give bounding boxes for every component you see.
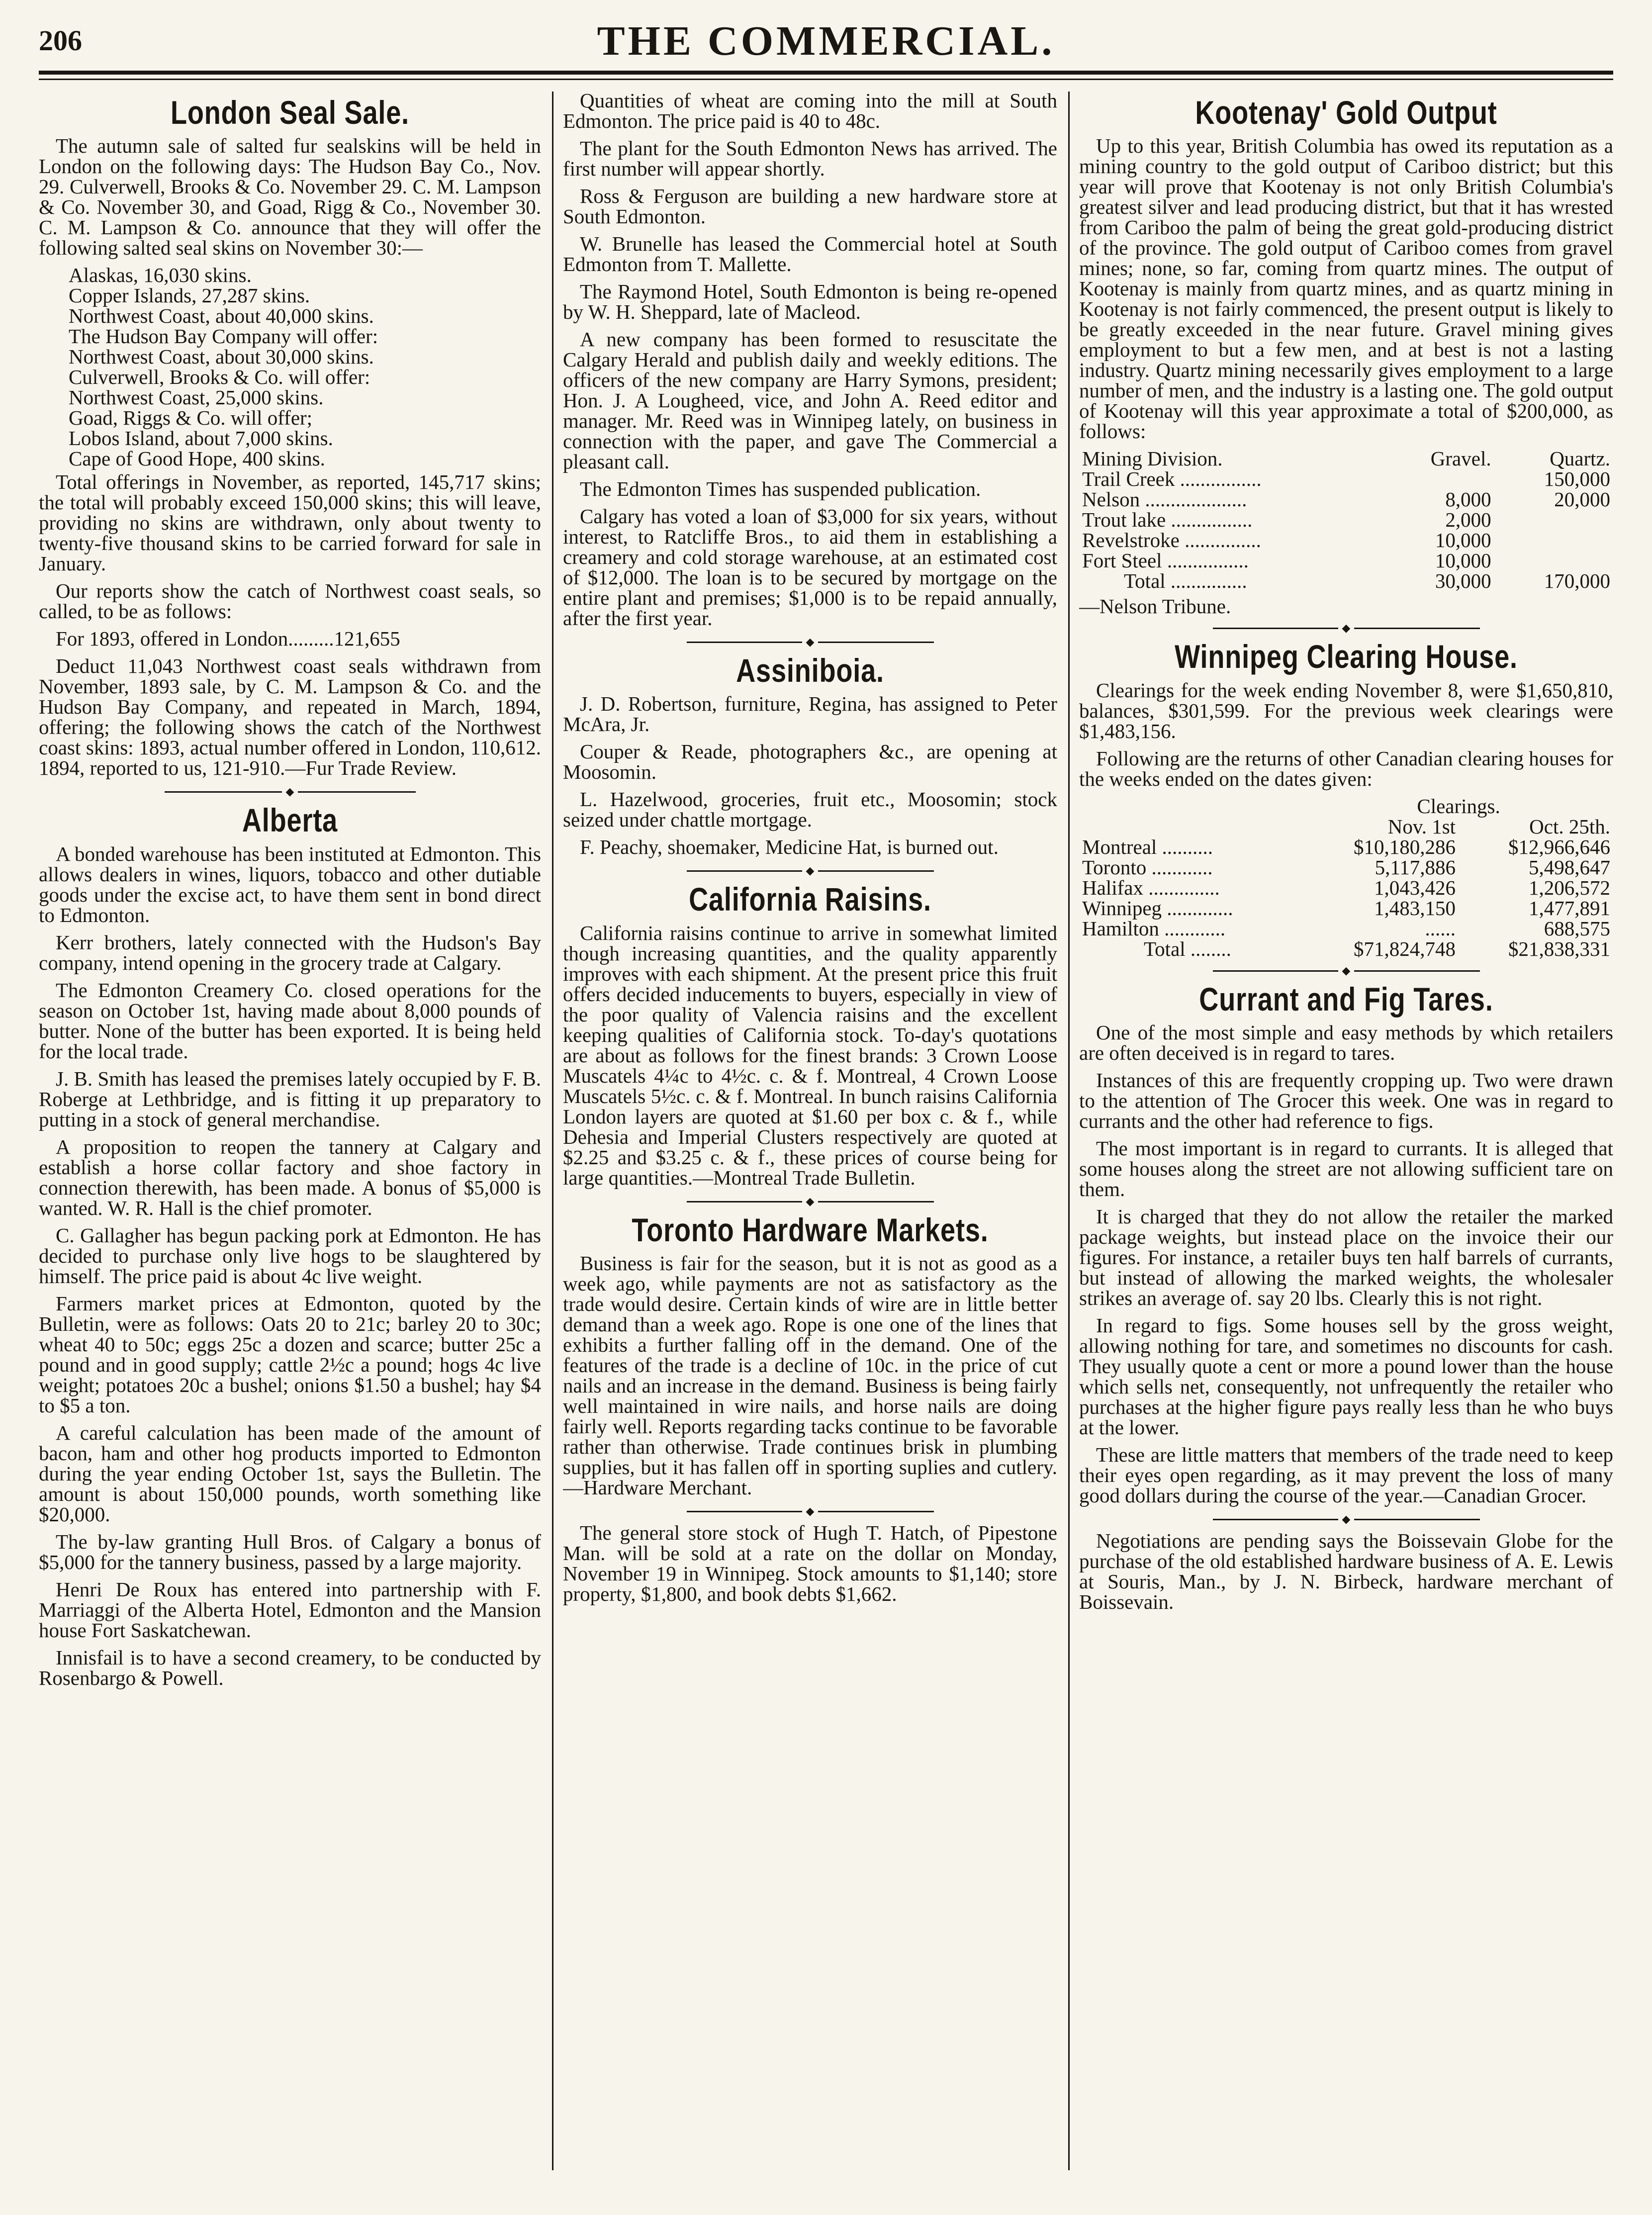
table-row	[1079, 857, 1613, 878]
table-cell: Trail Creek ................	[1082, 467, 1262, 491]
article-paragraph: The Edmonton Times has suspended publication.	[580, 477, 981, 500]
table-cell: Nelson ....................	[1082, 488, 1247, 511]
table-cell	[1494, 510, 1613, 530]
table-cell: Revelstroke ...............	[1082, 529, 1261, 552]
article-paragraph: The autumn sale of salted fur sealskins will be held in London on the following days: The Hudson Bay Co., Nov. 29. Culverwell, Brooks & Co. November 29. C. M. Lampson & Co. November 30, and Goad, Rigg & Co., November 30. C. M. Lampson & Co. announce that they will offer the following salted seal skins on November 30:—	[39, 134, 541, 260]
article-paragraph: A proposition to reopen the tannery at Calgary and establish a horse collar factory and shoe factory in connection therewith, has been made. A bonus of $5,000 is wanted. W. R. Hall is the chief promoter.	[39, 1135, 541, 1219]
table-cell: 170,000	[1544, 569, 1610, 593]
header-rule-thin	[39, 79, 1613, 80]
table-cell: 1,477,891	[1529, 896, 1610, 920]
article-paragraph: C. Gallagher has begun packing pork at Edmonton. He has decided to purchase only live hogs to be slaughtered by himself. The price paid is about 4c live weight.	[39, 1223, 541, 1288]
headline-kootenay-gold: Kootenay' Gold Output	[1195, 94, 1497, 131]
column-3	[1079, 91, 1613, 2179]
table-cell: Halifax ..............	[1082, 876, 1220, 899]
article-paragraph: J. B. Smith has leased the premises lately occupied by F. B. Roberge at Lethbridge, and is fitting it up preparatory to putting in a stock of general merchandise.	[39, 1067, 541, 1131]
article-paragraph: It is charged that they do not allow the retailer the marked package weights, but instead place on the invoice their our figures. For instance, a retailer buys ten half barrels of currants, but instead of allowing the marked weights, the wholesaler strikes an average of. say 20 lbs. Clearly this is not right.	[1079, 1204, 1613, 1309]
column-1	[39, 91, 541, 2179]
article-paragraph: The Raymond Hotel, South Edmonton is being re-opened by W. H. Sheppard, late of Macleod.	[563, 280, 1057, 323]
table-cell	[1494, 551, 1613, 571]
section-separator: ◆	[39, 785, 541, 798]
section-separator: ◆	[563, 1195, 1057, 1208]
table-group-header-row	[1079, 796, 1613, 817]
article-paragraph: Farmers market prices at Edmonton, quoted by the Bulletin, were as follows: Oats 20 to 21c; barley 20 to 30c; wheat 40 to 50c; eggs 25c a dozen and scarce; butter 25c a pound and in good supply; cattle 2½c a pound; hogs 4c live weight; potatoes 20c a bushel; onions $1.50 a bushel; hay $4 to $5 a ton.	[39, 1292, 541, 1417]
article-paragraph: Following are the returns of other Canadian clearing houses for the weeks ended on the dates given:	[1079, 746, 1613, 790]
table-cell: 1,206,572	[1529, 876, 1610, 899]
section-separator: ◆	[1079, 964, 1613, 977]
table-header: Mining Division.	[1082, 447, 1223, 470]
article-paragraph: Negotiations are pending says the Boissevain Globe for the purchase of the old established hardware business of A. E. Lewis at Souris, Man., by J. N. Birbeck, hardware merchant of Boissevain.	[1079, 1529, 1613, 1613]
article-paragraph: A careful calculation has been made of the amount of bacon, ham and other hog products imported to Edmonton during the year ending October 1st, says the Bulletin. The amount is about 150,000 pounds, worth something like $20,000.	[39, 1421, 541, 1526]
article-paragraph: Couper & Reade, photographers &c., are opening at Moosomin.	[563, 740, 1057, 784]
headline-currant-fig-tares: Currant and Fig Tares.	[1199, 980, 1493, 1017]
table-row	[1079, 551, 1613, 571]
article-paragraph: Quantities of wheat are coming into the mill at South Edmonton. The price paid is 40 to 48c.	[563, 91, 1057, 132]
list-item: Copper Islands, 27,287 skins.	[69, 284, 310, 307]
table-cell: ......	[1425, 917, 1456, 940]
column-divider	[552, 92, 553, 2170]
headline-winnipeg-clearing: Winnipeg Clearing House.	[1175, 638, 1518, 675]
table-row	[1079, 489, 1613, 510]
article-paragraph: The most important is in regard to currants. It is alleged that some houses along the street are not allowing sufficient tare on them.	[1079, 1136, 1613, 1200]
article-source: —Nelson Tribune.	[1079, 595, 1231, 618]
table-cell: $71,824,748	[1354, 937, 1456, 960]
table-cell: 10,000	[1435, 549, 1491, 572]
table-row	[1079, 837, 1613, 857]
table-cell: Fort Steel ................	[1082, 549, 1249, 572]
table-total-row	[1079, 939, 1613, 959]
table-header-row	[1079, 817, 1613, 837]
table-cell: 8,000	[1445, 488, 1491, 511]
article-paragraph: Up to this year, British Columbia has owed its reputation as a mining country to the gold output of Cariboo district; but this year will prove that Kootenay is not only British Columbia's greatest silver and lead producing district, but that it has wrested from Cariboo the palm of being the great gold-producing district of the province. The gold output of Cariboo comes from gravel mines; none, so far, coming from quartz mines. The output of Kootenay is mainly from quartz mines, and as quartz mining in Kootenay is not fairly commenced, the present output is likely to be greatly exceeded in the near future. Gravel mining gives employment to but a few men, and at best is not a lasting industry. Quartz mining necessarily gives employment to a large number of men, and the industry is a lasting one. The gold output of Kootenay will this year approximate a total of $200,000, as follows:	[1079, 134, 1613, 443]
list-item: Alaskas, 16,030 skins.	[69, 264, 252, 287]
table-cell: Montreal ..........	[1082, 835, 1213, 858]
article-paragraph: Henri De Roux has entered into partnership with F. Marriaggi of the Alberta Hotel, Edmonton and the Mansion house Fort Saskatchewan.	[39, 1577, 541, 1642]
article-paragraph: Total offerings in November, as reported, 145,717 skins; the total will probably exceed 150,000 skins; this will leave, providing no skins are withdrawn, only about twenty to twenty-five thousand skins to be carried forward for sale in January.	[39, 470, 541, 575]
article-paragraph: Clearings for the week ending November 8, were $1,650,810, balances, $301,599. For the previous week clearings were $1,483,156.	[1079, 678, 1613, 742]
headline-toronto-hardware: Toronto Hardware Markets.	[632, 1211, 989, 1248]
article-paragraph: Calgary has voted a loan of $3,000 for six years, without interest, to Ratcliffe Bros., to aid them in establishing a creamery and cold storage warehouse, at an estimated cost of $12,000. The loan is to be secured by mortgage on the entire plant and premises; $1,000 is to be repaid annually, after the first year.	[563, 505, 1057, 630]
article-paragraph: Kerr brothers, lately connected with the Hudson's Bay company, intend opening in the grocery trade at Calgary.	[39, 930, 541, 974]
clearings-table	[1079, 796, 1613, 959]
masthead: THE COMMERCIAL.	[597, 18, 1055, 64]
table-cell: Winnipeg .............	[1082, 896, 1233, 920]
table-cell: $10,180,286	[1354, 835, 1456, 858]
table-cell: Total ........	[1144, 937, 1231, 960]
headline-assiniboia: Assiniboia.	[736, 652, 884, 689]
section-separator: ◆	[1079, 1513, 1613, 1526]
table-header: Quartz.	[1550, 447, 1610, 470]
table-cell	[1494, 530, 1613, 551]
section-separator: ◆	[563, 864, 1057, 877]
list-item: Northwest Coast, about 30,000 skins.	[69, 345, 374, 369]
table-row	[1079, 510, 1613, 530]
table-header-row	[1079, 449, 1613, 469]
headline-california-raisins: California Raisins.	[689, 881, 931, 918]
table-cell: $12,966,646	[1508, 835, 1610, 858]
column-2	[563, 91, 1057, 2179]
table-cell: $21,838,331	[1508, 937, 1610, 960]
table-row	[1079, 878, 1613, 898]
table-cell: 150,000	[1544, 467, 1610, 491]
headline-london-seal-sale: London Seal Sale.	[170, 94, 410, 131]
article-paragraph: For 1893, offered in London.........121,655	[56, 627, 400, 650]
table-header: Oct. 25th.	[1529, 815, 1610, 838]
article-paragraph: The plant for the South Edmonton News has arrived. The first number will appear shortly.	[563, 137, 1057, 180]
article-paragraph: A new company has been formed to resuscitate the Calgary Herald and publish daily and weekly editions. The officers of the new company are Harry Symons, president; Hon. J. A Lougheed, vice, and John A. Reed editor and manager. Mr. Reed was in Winnipeg lately, on business in connection with the paper, and gave The Commercial a pleasant call.	[563, 328, 1057, 473]
table-cell	[1384, 469, 1494, 489]
table-row	[1079, 919, 1613, 939]
article-paragraph: Business is fair for the season, but it is not as good as a week ago, while payments are not as satisfactory as the trade would desire. Certain kinds of wire are in little better demand than a week ago. Rope is one one of the lines that exhibits a further falling off in the demand. One of the features of the trade is a decline of 10c. in the price of cut nails and an increase in the demand. Business is being fairly well maintained in wire nails, and horse nails are doing fairly well. Reports regarding tacks continue to be favorable rather than otherwise. Trade continues brisk in plumbing supplies, but it has fallen off in sporting suplies and cutlery.—Hardware Merchant.	[563, 1251, 1057, 1499]
table-total-row	[1079, 571, 1613, 591]
article-paragraph: A bonded warehouse has been instituted at Edmonton. This allows dealers in wines, liquors, tobacco and other dutiable goods under the excise act, to have them sent in bond direct to Edmonton.	[39, 842, 541, 926]
list-item: Culverwell, Brooks & Co. will offer:	[69, 366, 370, 389]
section-separator: ◆	[563, 636, 1057, 648]
headline-alberta: Alberta	[242, 802, 338, 839]
table-cell: 1,043,426	[1374, 876, 1456, 899]
table-header: Gravel.	[1430, 447, 1491, 470]
article-paragraph: In regard to figs. Some houses sell by the gross weight, allowing nothing for tare, and sometimes no discounts for cash. They usually quote a cent or more a pound lower than the house which sells net, consequently, not unfrequently the retailer who purchases at the higher figure pays really less than he who buys at the lower.	[1079, 1313, 1613, 1439]
table-row	[1079, 469, 1613, 489]
table-cell: Total ...............	[1124, 569, 1247, 593]
header-rule	[39, 71, 1613, 75]
table-cell: 688,575	[1544, 917, 1610, 940]
article-paragraph: Ross & Ferguson are building a new hardware store at South Edmonton.	[563, 185, 1057, 228]
article-paragraph: California raisins continue to arrive in somewhat limited though increasing quantities, and the quality apparently improves with each shipment. At the present price this fruit offers decided inducements to buyers, especially in view of the poor quality of Valencia raisins and the excellent keeping qualities of California stock. To-day's quotations are about as follows for the finest brands: 3 Crown Loose Muscatels 4¼c to 4½c. c. & f. Montreal, 4 Crown Loose Muscatels 5½c. c. & f. Montreal. In bunch raisins California London layers are quoted at $1.60 per box c. & f., while Dehesia and Imperial Clusters respectively are quoted at $2.25 and $3.25 c. & f., these prices of course being for large quantities.—Montreal Trade Bulletin.	[563, 921, 1057, 1189]
article-paragraph: F. Peachy, shoemaker, Medicine Hat, is burned out.	[580, 835, 999, 859]
table-cell: 2,000	[1445, 508, 1491, 532]
section-separator: ◆	[1079, 622, 1613, 635]
section-separator: ◆	[563, 1505, 1057, 1518]
mining-output-table	[1079, 449, 1613, 591]
seal-skin-list	[39, 265, 541, 469]
article-paragraph: These are little matters that members of the trade need to keep their eyes open regarding, as it may prevent the loss of many good dollars during the course of the year.—Canadian Grocer.	[1079, 1443, 1613, 1507]
table-cell: 30,000	[1435, 569, 1491, 593]
list-item: Lobos Island, about 7,000 skins.	[69, 427, 333, 450]
table-cell: 5,498,647	[1529, 855, 1610, 879]
list-item: Cape of Good Hope, 400 skins.	[69, 447, 325, 470]
article-paragraph: L. Hazelwood, groceries, fruit etc., Moosomin; stock seized under chattle mortgage.	[563, 788, 1057, 831]
table-row	[1079, 898, 1613, 919]
table-cell: 1,483,150	[1374, 896, 1456, 920]
article-paragraph: W. Brunelle has leased the Commercial hotel at South Edmonton from T. Mallette.	[563, 232, 1057, 276]
table-cell: Toronto ............	[1082, 855, 1213, 879]
table-cell: 5,117,886	[1375, 855, 1456, 879]
article-paragraph: The by-law granting Hull Bros. of Calgary a bonus of $5,000 for the tannery business, passed by a large majority.	[39, 1530, 541, 1573]
page-number: 206	[39, 24, 82, 57]
article-paragraph: Our reports show the catch of Northwest coast seals, so called, to be as follows:	[39, 579, 541, 623]
column-divider	[1068, 92, 1070, 2170]
article-paragraph: Deduct 11,043 Northwest coast seals withdrawn from November, 1893 sale, by C. M. Lampson & Co. and the Hudson Bay Company, and repeated in March, 1894, offering; the following shows the catch of the Northwest coast skins: 1893, actual number offered in London, 110,612. 1894, reported to us, 121-910.—Fur Trade Review.	[39, 654, 541, 780]
list-item: Northwest Coast, 25,000 skins.	[69, 386, 324, 409]
article-paragraph: One of the most simple and easy methods by which retailers are often deceived is in regard to tares.	[1079, 1020, 1613, 1064]
list-item: Goad, Riggs & Co. will offer;	[69, 406, 313, 430]
article-paragraph: J. D. Robertson, furniture, Regina, has assigned to Peter McAra, Jr.	[563, 692, 1057, 736]
table-group-header: Clearings.	[1417, 794, 1500, 818]
table-row	[1079, 530, 1613, 551]
article-paragraph: The Edmonton Creamery Co. closed operations for the season on October 1st, having made about 8,000 pounds of butter. None of the butter has been exported. It is being held for the local trade.	[39, 978, 541, 1063]
table-cell: 10,000	[1435, 529, 1491, 552]
list-item: Northwest Coast, about 40,000 skins.	[69, 304, 374, 328]
article-paragraph: Instances of this are frequently cropping up. Two were drawn to the attention of The Grocer this week. One was in regard to currants and the other had reference to figs.	[1079, 1068, 1613, 1132]
table-cell: Hamilton ............	[1082, 917, 1226, 940]
article-paragraph: Innisfail is to have a second creamery, to be conducted by Rosenbargo & Powell.	[39, 1646, 541, 1689]
table-cell: Trout lake ................	[1082, 508, 1253, 532]
list-item: The Hudson Bay Company will offer:	[69, 325, 378, 348]
table-cell: 20,000	[1554, 488, 1610, 511]
table-header: Nov. 1st	[1387, 815, 1456, 838]
article-paragraph: The general store stock of Hugh T. Hatch, of Pipestone Man. will be sold at a rate on the dollar on Monday, November 19 in Winnipeg. Stock amounts to $1,140; store property, $1,800, and book debts $1,662.	[563, 1521, 1057, 1605]
